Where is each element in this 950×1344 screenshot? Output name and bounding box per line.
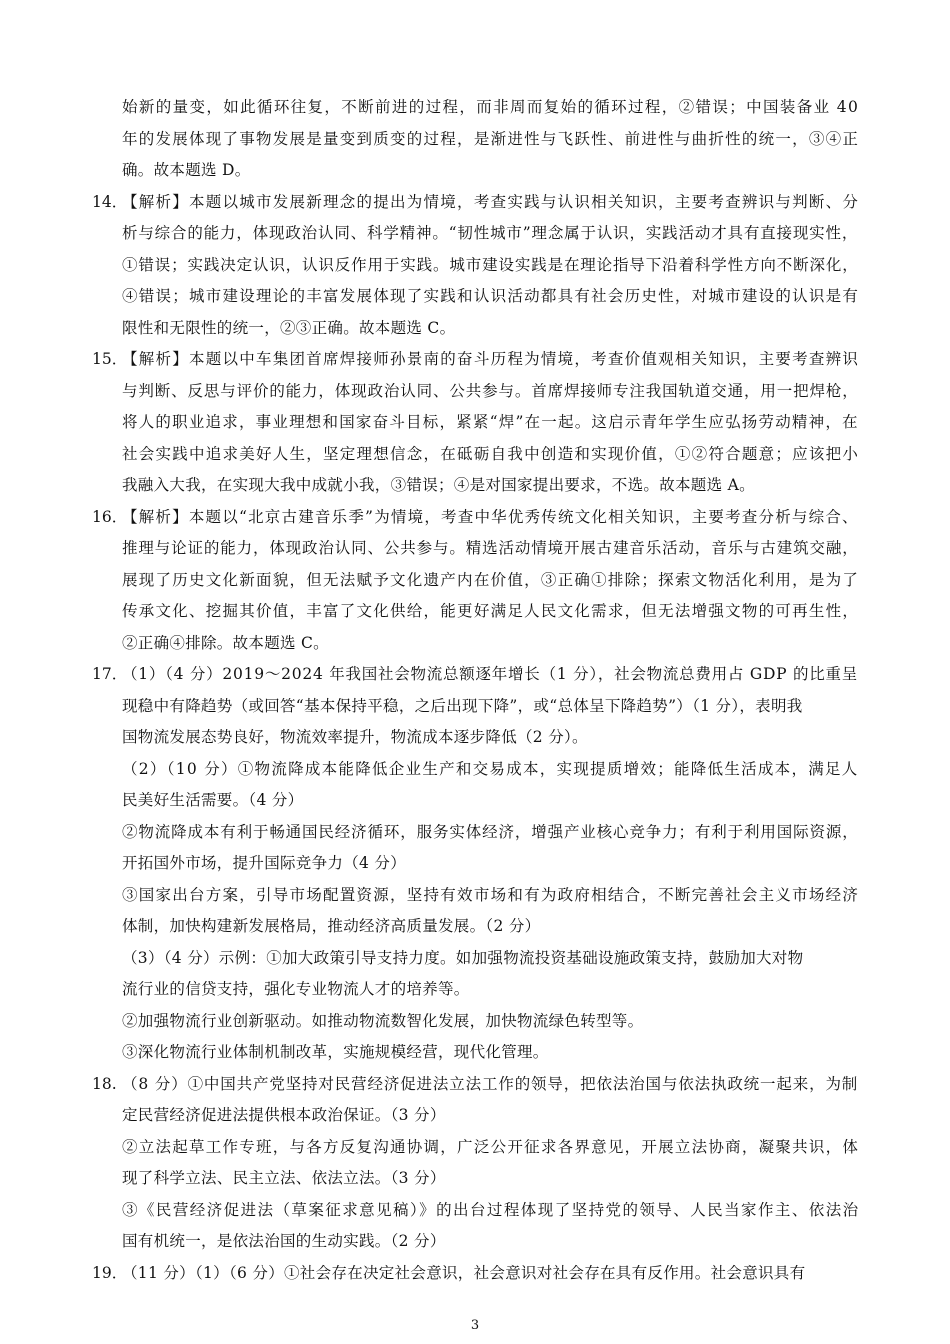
- text-line: ②加强物流行业创新驱动。如推动物流数智化发展，加快物流绿色转型等。: [122, 1012, 644, 1030]
- text-line: 体制，加快构建新发展格局，推动经济高质量发展。（2 分）: [122, 917, 541, 935]
- text-line: 社会实践中追求美好人生，坚定理想信念，在砥砺自我中创造和实现价值，①②符合题意；应该把小: [122, 445, 860, 463]
- text-line: ①错误；实践决定认识，认识反作用于实践。城市建设实践是在理论指导下沿着科学性方向不断深化，: [122, 256, 859, 274]
- text-line: （8 分）①中国共产党坚持对民营经济促进法立法工作的领导，把依法治国与依法执政统一起来，为制: [122, 1075, 859, 1093]
- text-line: （11 分）（1）（6 分）①社会存在决定社会意识，社会意识对社会存在具有反作用。社会意识具有: [122, 1264, 806, 1282]
- text-line: ④错误；城市建设理论的丰富发展体现了实践和认识活动都具有社会历史性，对城市建设的认识是有: [122, 287, 860, 305]
- text-line: 始新的量变，如此循环往复，不断前进的过程，而非周而复始的循环过程，②错误；中国装备业 40: [122, 98, 860, 116]
- question-number: 15．: [92, 350, 128, 368]
- text-line: ②正确④排除。故本题选 C。: [122, 634, 329, 652]
- text-line: 国物流发展态势良好，物流效率提升，物流成本逐步降低（2 分）。: [122, 728, 588, 746]
- text-line: 确。故本题选 D。: [122, 161, 251, 179]
- text-line: 推理与论证的能力，体现政治认同、公共参与。精选活动情境开展古建音乐活动，音乐与古建筑交融，: [122, 539, 859, 557]
- text-line: （2）（10 分）①物流降成本能降低企业生产和交易成本，实现提质增效；能降低生活成本，满足人: [122, 760, 859, 778]
- text-line: ②立法起草工作专班，与各方反复沟通协调，广泛公开征求各界意见，开展立法协商，凝聚共识，体: [122, 1138, 860, 1156]
- text-line: ③深化物流行业体制机制改革，实施规模经营，现代化管理。: [122, 1043, 549, 1061]
- question-number: 18.: [92, 1075, 117, 1093]
- text-line: 展现了历史文化新面貌，但无法赋予文化遗产内在价值，③正确①排除；探索文物活化利用，是为了: [122, 571, 860, 589]
- text-line: 析与综合的能力，体现政治认同、科学精神。“韧性城市”理念属于认识，实践活动才具有直接现实性，: [122, 224, 859, 242]
- text-line: （3）（4 分）示例：①加大政策引导支持力度。如加强物流投资基础设施政策支持，鼓励加大对物: [122, 949, 804, 967]
- text-line: ③《民营经济促进法（草案征求意见稿）》的出台过程体现了坚持党的领导、人民当家作主、依法治: [122, 1201, 860, 1219]
- text-line: （1）（4 分）2019～2024 年我国社会物流总额逐年增长（1 分），社会物流总费用占 GDP 的比重呈: [122, 665, 859, 683]
- text-line: 民美好生活需要。（4 分）: [122, 791, 304, 809]
- text-line: ③国家出台方案，引导市场配置资源，坚持有效市场和有为政府相结合，不断完善社会主义市场经济: [122, 886, 860, 904]
- text-line: 传承文化、挖掘其价值，丰富了文化供给，能更好满足人民文化需求，但无法增强文物的可再生性，: [122, 602, 860, 620]
- text-line: 国有机统一，是依法治国的生动实践。（2 分）: [122, 1232, 446, 1250]
- text-line: 开拓国外市场，提升国际竞争力（4 分）: [122, 854, 406, 872]
- question-number: 17．: [92, 665, 128, 683]
- text-line: 将人的职业追求，事业理想和国家奋斗目标，紧紧“焊”在一起。这启示青年学生应弘扬劳动精神，在: [122, 413, 859, 431]
- text-line: 【解析】本题以中车集团首席焊接师孙景南的奋斗历程为情境，考查价值观相关知识，主要考查辨识: [122, 350, 860, 368]
- text-line: 年的发展体现了事物发展是量变到质变的过程，是渐进性与飞跃性、前进性与曲折性的统一，③④正: [122, 130, 860, 148]
- question-number: 16．: [92, 508, 128, 526]
- text-line: 流行业的信贷支持，强化专业物流人才的培养等。: [122, 980, 470, 998]
- text-line: 【解析】本题以“北京古建音乐季”为情境，考查中华优秀传统文化相关知识，主要考查分析与综合、: [122, 508, 859, 526]
- text-line: 现了科学立法、民主立法、依法立法。（3 分）: [122, 1169, 446, 1187]
- text-line: ②物流降成本有利于畅通国民经济循环，服务实体经济，增强产业核心竞争力；有利于利用国际资源，: [122, 823, 859, 841]
- question-number: 19．: [92, 1264, 128, 1282]
- text-line: 与判断、反思与评价的能力，体现政治认同、公共参与。首席焊接师专注我国轨道交通，用一把焊枪，: [122, 382, 859, 400]
- text-line: 限性和无限性的统一，②③正确。故本题选 C。: [122, 319, 456, 337]
- text-line: 【解析】本题以城市发展新理念的提出为情境，考查实践与认识相关知识，主要考查辨识与判断、分: [122, 193, 860, 211]
- page-number: 3: [470, 1318, 480, 1333]
- question-number: 14．: [92, 193, 128, 211]
- text-line: 现稳中有降趋势（或回答“基本保持平稳，之后出现下降”，或“总体呈下降趋势”）（1 分），表明我: [122, 697, 803, 715]
- text-line: 定民营经济促进法提供根本政治保证。（3 分）: [122, 1106, 446, 1124]
- text-line: 我融入大我，在实现大我中成就小我，③错误；④是对国家提出要求，不选。故本题选 A。: [122, 476, 755, 494]
